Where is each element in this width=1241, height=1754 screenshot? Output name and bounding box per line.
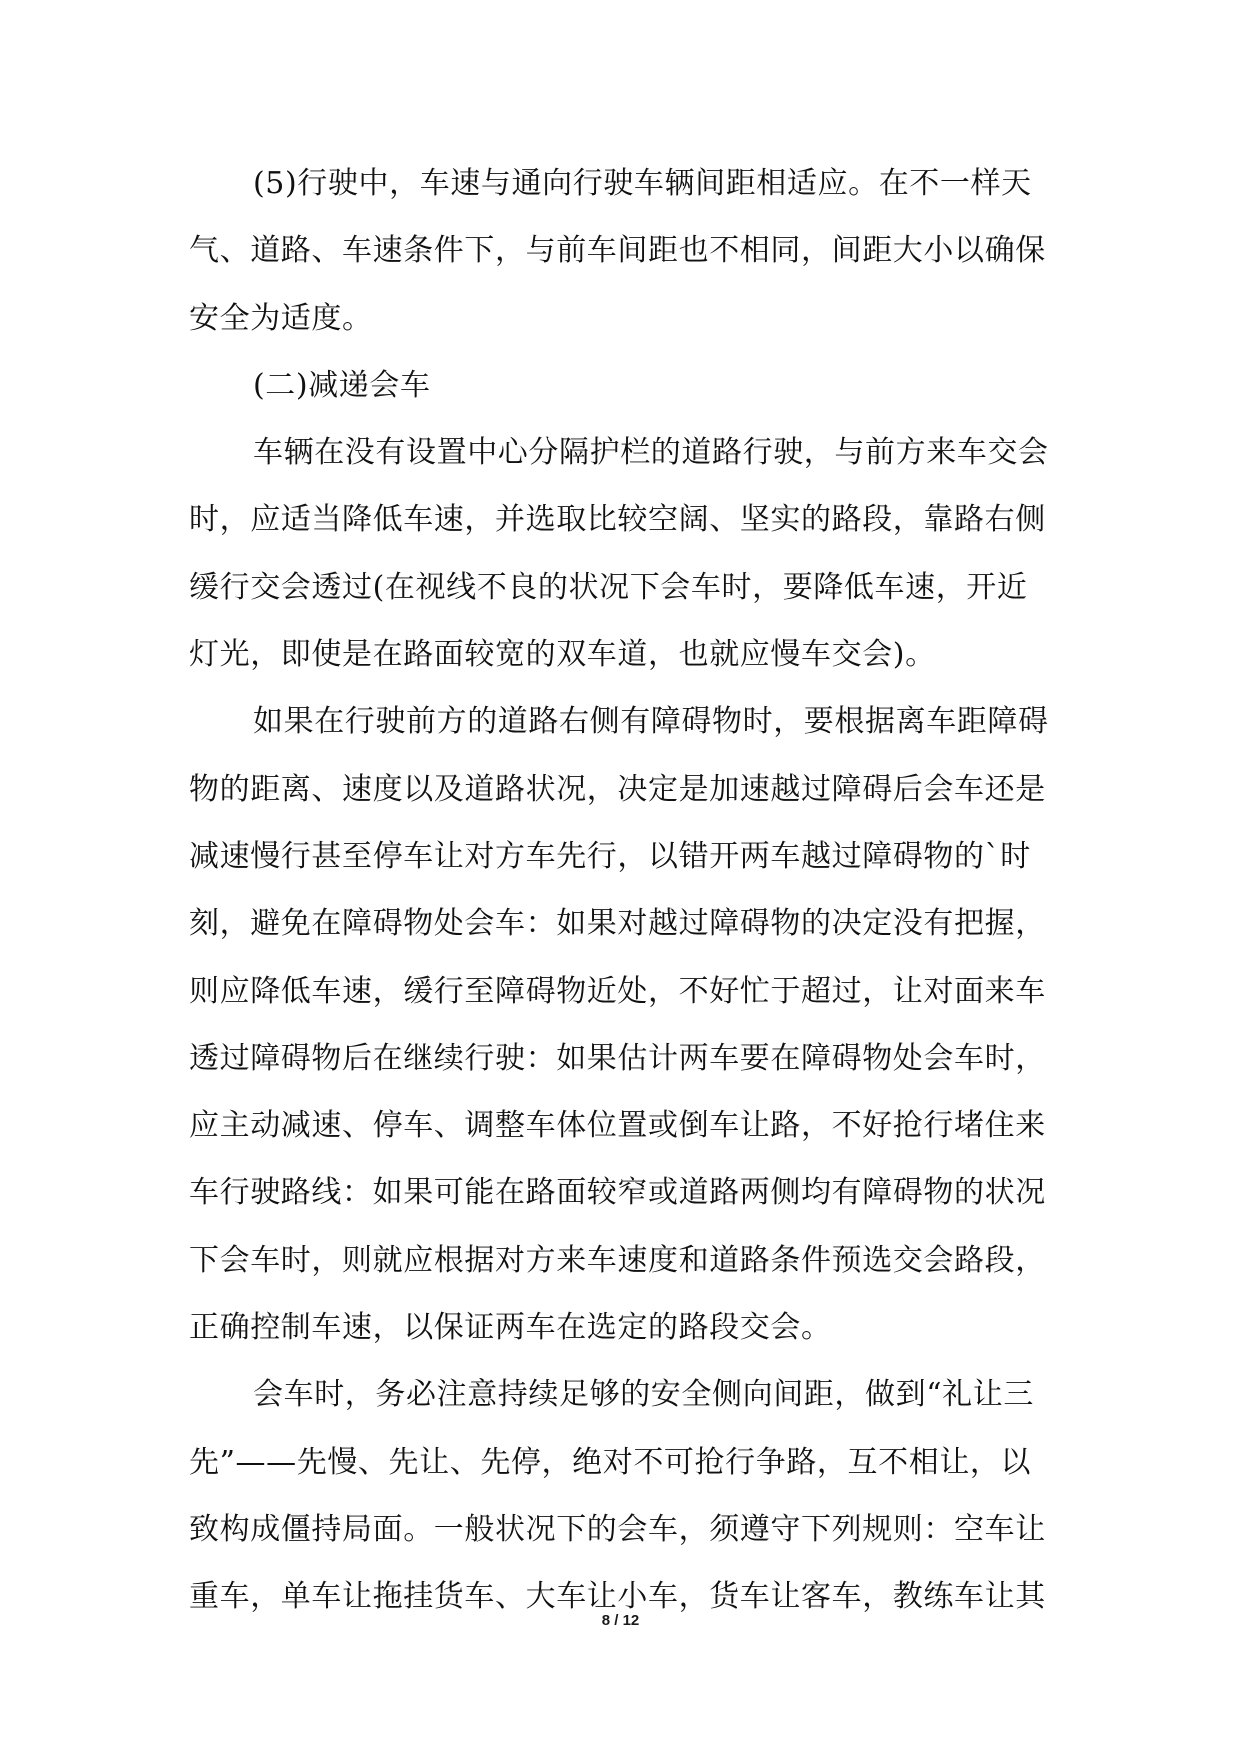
text-line: 减速慢行甚至停车让对方车先行，以错开两车越过障碍物的`时 xyxy=(189,838,1031,874)
text-line: 先”——先慢、先让、先停，绝对不可抢行争路，互不相让，以 xyxy=(189,1444,1032,1480)
text-line: 气、道路、车速条件下，与前车间距也不相同，间距大小以确保 xyxy=(189,233,1046,269)
text-line: 重车，单车让拖挂货车、大车让小车，货车让客车，教练车让其 xyxy=(189,1579,1046,1615)
text-line: 时，应适当降低车速，并选取比较空阔、坚实的路段，靠路右侧 xyxy=(189,502,1046,538)
text-line: 灯光，即使是在路面较宽的双车道，也就应慢车交会)。 xyxy=(189,637,936,673)
text-line: 安全为适度。 xyxy=(189,300,373,336)
text-line: (5)行驶中，车速与通向行驶车辆间距相适应。在不一样天 xyxy=(253,166,1032,201)
text-line: 正确控制车速，以保证两车在选定的路段交会。 xyxy=(189,1310,832,1346)
text-line: 应主动减速、停车、调整车体位置或倒车让路，不好抢行堵住来 xyxy=(189,1108,1046,1144)
text-line: 如果在行驶前方的道路右侧有障碍物时，要根据离车距障碍 xyxy=(253,704,1049,740)
text-line: 物的距离、速度以及道路状况，决定是加速越过障碍后会车还是 xyxy=(189,771,1046,807)
text-line: 则应降低车速，缓行至障碍物近处，不好忙于超过，让对面来车 xyxy=(189,973,1046,1009)
page-number: 8 / 12 xyxy=(601,1612,640,1629)
text-line: 致构成僵持局面。一般状况下的会车，须遵守下列规则：空车让 xyxy=(189,1511,1046,1547)
text-line: 透过障碍物后在继续行驶：如果估计两车要在障碍物处会车时， xyxy=(189,1040,1046,1076)
text-line: 缓行交会透过(在视线不良的状况下会车时，要降低车速，开近 xyxy=(189,569,1028,605)
text-line: 下会车时，则就应根据对方来车速度和道路条件预选交会路段， xyxy=(189,1242,1046,1278)
text-line: 车行驶路线：如果可能在路面较窄或道路两侧均有障碍物的状况 xyxy=(189,1175,1046,1211)
text-line: 车辆在没有设置中心分隔护栏的道路行驶，与前方来车交会 xyxy=(253,435,1049,471)
section-heading: (二)减递会车 xyxy=(253,367,431,403)
text-line: 刻，避免在障碍物处会车：如果对越过障碍物的决定没有把握， xyxy=(189,906,1046,942)
text-line: 会车时，务必注意持续足够的安全侧向间距，做到“礼让三 xyxy=(253,1377,1034,1413)
document-body xyxy=(189,150,1055,1631)
